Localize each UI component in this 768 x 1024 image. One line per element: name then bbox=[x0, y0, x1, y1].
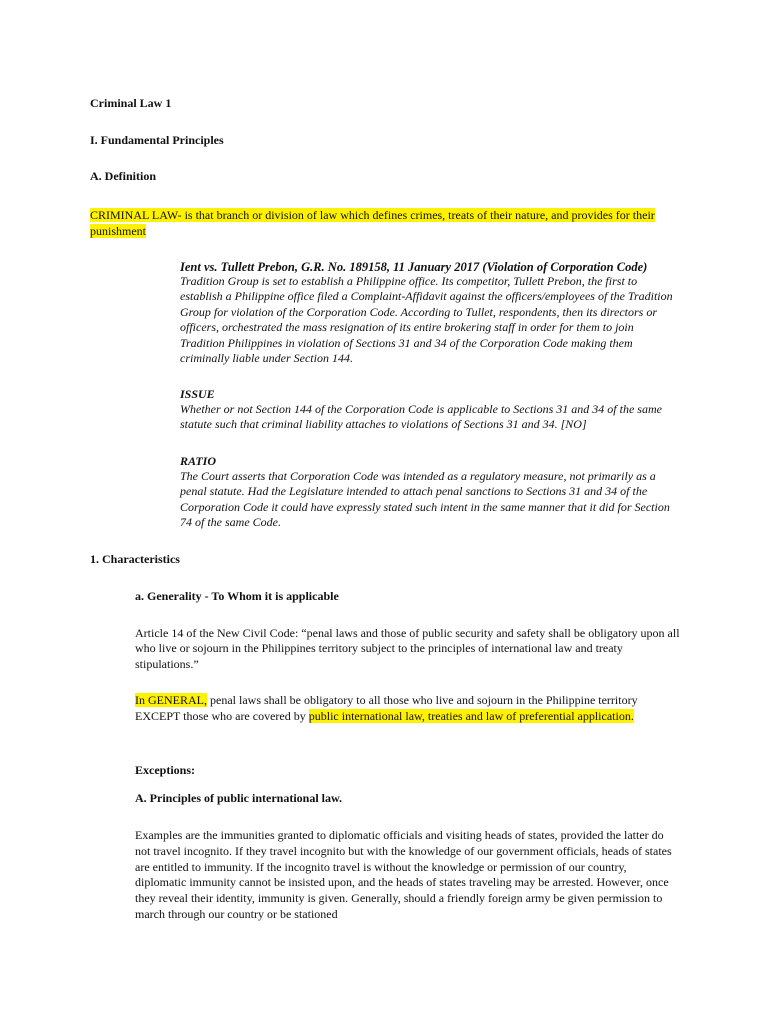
general-rule-paragraph bbox=[135, 692, 680, 724]
ratio-label: RATIO bbox=[180, 454, 217, 468]
definition-paragraph bbox=[90, 207, 690, 239]
characteristics-heading: 1. Characteristics bbox=[90, 552, 180, 566]
ratio-text: The Court asserts that Corporation Code was intended as a regulatory measure, not primarily as a penal statute. Had the Legislature intended to attach penal sanctions to Sections 31 and 34 of the Corporation Code it could have expressly stated such intent in the same manner that it did for Section 74 of the same Code. bbox=[180, 469, 670, 530]
article-14-paragraph: Article 14 of the New Civil Code: “penal laws and those of public security and safety shall be obligatory upon all who live or sojourn in the Philippines territory subject to the principles of international law and treaty stipulations.” bbox=[135, 626, 680, 671]
general-rule-text: penal laws shall be obligatory to all those who live and sojourn in the Philippine territory EXCEPT those who are covered by bbox=[135, 693, 638, 723]
case-facts: Tradition Group is set to establish a Philippine office. Its competitor, Tullett Prebon, the first to establish a Philippine office filed a Complaint-Affidavit against the officers/employees of the Tradition Group for violation of the Corporation Code. According to Tullet, respondents, then its directors or officers, orchestrated the mass resignation of its entire brokering staff in order for them to join Tradition Philippines in violation of Sections 31 and 34 of the Corporation Code making them criminally liable under Section 144. bbox=[180, 274, 673, 366]
issue-text: Whether or not Section 144 of the Corporation Code is applicable to Sections 31 and 34 of the same statute such that criminal liability attaches to violations of Sections 31 and 34. [NO] bbox=[180, 402, 662, 432]
general-highlight: In GENERAL, bbox=[135, 693, 207, 707]
section-heading-definition: A. Definition bbox=[90, 169, 156, 183]
issue-label: ISSUE bbox=[180, 387, 215, 401]
exceptions-highlight: public international law, treaties and law of preferential application. bbox=[308, 709, 634, 723]
case-title: Ient vs. Tullett Prebon, G.R. No. 189158, 11 January 2017 (Violation of Corporation Code) bbox=[180, 260, 648, 274]
principles-heading: A. Principles of public international law. bbox=[135, 791, 343, 805]
examples-paragraph: Examples are the immunities granted to diplomatic officials and visiting heads of states, provided the latter do not travel incognito. If they travel incognito but with the knowledge of our government officials, heads of states are entitled to immunity. If the incognito travel is without the knowledge or permission of our country, diplomatic immunity cannot be insisted upon, and the heads of states traveling may be arrested. However, once they reveal their identity, immunity is given. Generally, should a friendly foreign army be given permission to march through our country or be stationed bbox=[135, 828, 672, 921]
section-heading-fundamental-principles: I. Fundamental Principles bbox=[90, 133, 224, 147]
exceptions-heading: Exceptions: bbox=[135, 763, 195, 777]
definition-highlight: CRIMINAL LAW- is that branch or division of law which defines crimes, treats of their nature, and provides for their punishment bbox=[90, 208, 655, 238]
document-title: Criminal Law 1 bbox=[90, 96, 172, 110]
generality-heading: a. Generality - To Whom it is applicable bbox=[135, 589, 339, 603]
